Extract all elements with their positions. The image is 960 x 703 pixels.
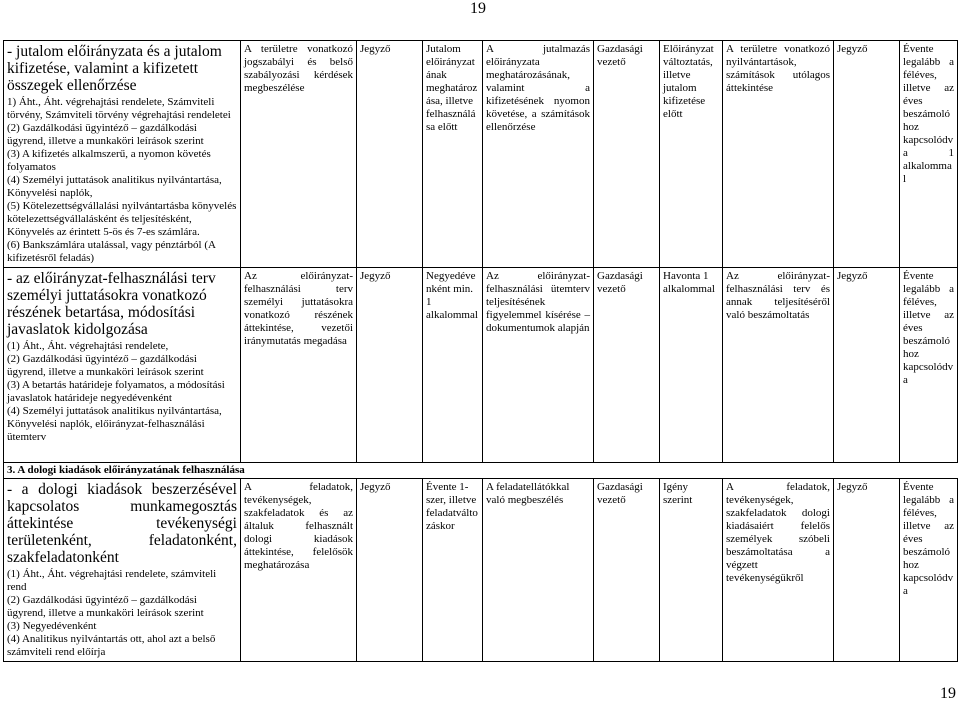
when-cell: Havonta 1 alkalommal bbox=[660, 268, 723, 463]
timing-cell: Évente 1-szer, illetve feladatváltozáskor bbox=[423, 479, 483, 662]
process-cell bbox=[4, 479, 241, 662]
check-cell: A területre vonatkozó nyilvántartások, számítások utólagos áttekintése bbox=[723, 41, 834, 268]
check-cell: A feladatok, tevékenységek, szakfeladatok dologi kiadásaiért felelős személyek szóbeli beszámoltatása a végzett tevékenységükről bbox=[723, 479, 834, 662]
task-cell: A jutalmazás előirányzata meghatározásának, valamint a kifizetésének nyomon követése, a számítások ellenőrzése bbox=[483, 41, 594, 268]
ref-line: (6) Bankszámlára utalással, vagy pénztárból (A kifizetésről feladás) bbox=[7, 239, 216, 264]
task-cell: Az előirányzat-felhasználási ütemterv teljesítésének figyelemmel kísérése – dokumentumok alapján bbox=[483, 268, 594, 463]
process-cell bbox=[4, 41, 241, 268]
responsible2-cell: Jegyző bbox=[834, 479, 900, 662]
process-title: - az előirányzat-felhasználási terv személyi juttatásokra vonatkozó részének betartása, módosítási javaslatok kidolgozása bbox=[7, 270, 216, 338]
internal-control-table bbox=[3, 40, 958, 662]
page-number-bottom: 19 bbox=[940, 685, 956, 702]
table-row bbox=[4, 268, 958, 463]
executor-cell: Gazdasági vezető bbox=[594, 268, 660, 463]
ref-line: (1) Áht., Áht. végrehajtási rendelete, bbox=[7, 340, 169, 352]
frequency-cell: Évente legalább a féléves, illetve az éves beszámoló hoz kapcsolódv a bbox=[900, 268, 958, 463]
risk-cell: Az előirányzat-felhasználási terv személyi juttatásokra vonatkozó részének áttekintése, vezetői iránymutatás megadása bbox=[241, 268, 357, 463]
timing-cell: Jutalom előirányzat ának meghatároz ása, illetve felhasználá sa előtt bbox=[423, 41, 483, 268]
responsible-cell: Jegyző bbox=[357, 268, 423, 463]
ref-line: (2) Gazdálkodási ügyintéző – gazdálkodási ügyrend, illetve a munkaköri leírások szerint bbox=[7, 353, 204, 378]
risk-cell: A feladatok, tevékenységek, szakfeladatok és az általuk felhasznált dologi kiadások áttekintése, felelősök meghatározása bbox=[241, 479, 357, 662]
section-title: 3. A dologi kiadások előirányzatának felhasználása bbox=[4, 463, 958, 479]
ref-line: 1) Áht., Áht. végrehajtási rendelete, Számviteli törvény, Számviteli törvény végrehajtási rendeletei bbox=[7, 96, 231, 121]
ref-line: (3) A betartás határideje folyamatos, a módosítási javaslatok határideje negyedévenként bbox=[7, 379, 225, 404]
responsible2-cell: Jegyző bbox=[834, 268, 900, 463]
responsible-cell: Jegyző bbox=[357, 41, 423, 268]
timing-cell: Negyedéve nként min. 1 alkalommal bbox=[423, 268, 483, 463]
responsible2-cell: Jegyző bbox=[834, 41, 900, 268]
when-cell: Igény szerint bbox=[660, 479, 723, 662]
section-heading-row bbox=[4, 463, 958, 479]
ref-line: (1) Áht., Áht. végrehajtási rendelete, számviteli rend bbox=[7, 568, 217, 593]
ref-line: (2) Gazdálkodási ügyintéző – gazdálkodási ügyrend, illetve a munkaköri leírások szerint bbox=[7, 594, 204, 619]
frequency-cell: Évente legalább a féléves, illetve az éves beszámoló hoz kapcsolódv a 1 alkalomma l bbox=[900, 41, 958, 268]
page-number-top: 19 bbox=[470, 0, 486, 17]
ref-line: (3) A kifizetés alkalmszerű, a nyomon követés folyamatos bbox=[7, 148, 211, 173]
frequency-cell: Évente legalább a féléves, illetve az éves beszámoló hoz kapcsolódv a bbox=[900, 479, 958, 662]
ref-line: (5) Kötelezettségvállalási nyilvántartásba könyvelés kötelezettségvállalásként és teljesítésként, Könyvelés az érintett 5-ös és 7-es számlára. bbox=[7, 200, 237, 238]
responsible-cell: Jegyző bbox=[357, 479, 423, 662]
process-title: - jutalom előirányzata és a jutalom kifizetése, valamint a kifizetett összegek ellenőrzése bbox=[7, 43, 222, 94]
process-title: - a dologi kiadások beszerzésével kapcsolatos munkamegosztás áttekintése tevékenységi területenként, feladatonként, szakfeladatonként bbox=[7, 481, 237, 566]
risk-cell: A területre vonatkozó jogszabályi és belső szabályozási kérdések megbeszélése bbox=[241, 41, 357, 268]
check-cell: Az előirányzat-felhasználási terv és annak teljesítéséről való beszámoltatás bbox=[723, 268, 834, 463]
task-cell: A feladatellátókkal való megbeszélés bbox=[483, 479, 594, 662]
table-row bbox=[4, 41, 958, 268]
ref-line: (4) Személyi juttatások analitikus nyilvántartása, Könyvelési naplók, bbox=[7, 174, 222, 199]
table-row bbox=[4, 479, 958, 662]
process-cell bbox=[4, 268, 241, 463]
executor-cell: Gazdasági vezető bbox=[594, 41, 660, 268]
ref-line: (2) Gazdálkodási ügyintéző – gazdálkodási ügyrend, illetve a munkaköri leírások szerint bbox=[7, 122, 204, 147]
ref-line: (4) Személyi juttatások analitikus nyilvántartása, Könyvelési naplók, előirányzat-felhasználási ütemterv bbox=[7, 405, 222, 443]
ref-line: (4) Analitikus nyilvántartás ott, ahol azt a belső számviteli rend előírja bbox=[7, 633, 216, 658]
when-cell: Előirányzat változtatás, illetve jutalom kifizetése előtt bbox=[660, 41, 723, 268]
executor-cell: Gazdasági vezető bbox=[594, 479, 660, 662]
ref-line: (3) Negyedévenként bbox=[7, 620, 97, 632]
